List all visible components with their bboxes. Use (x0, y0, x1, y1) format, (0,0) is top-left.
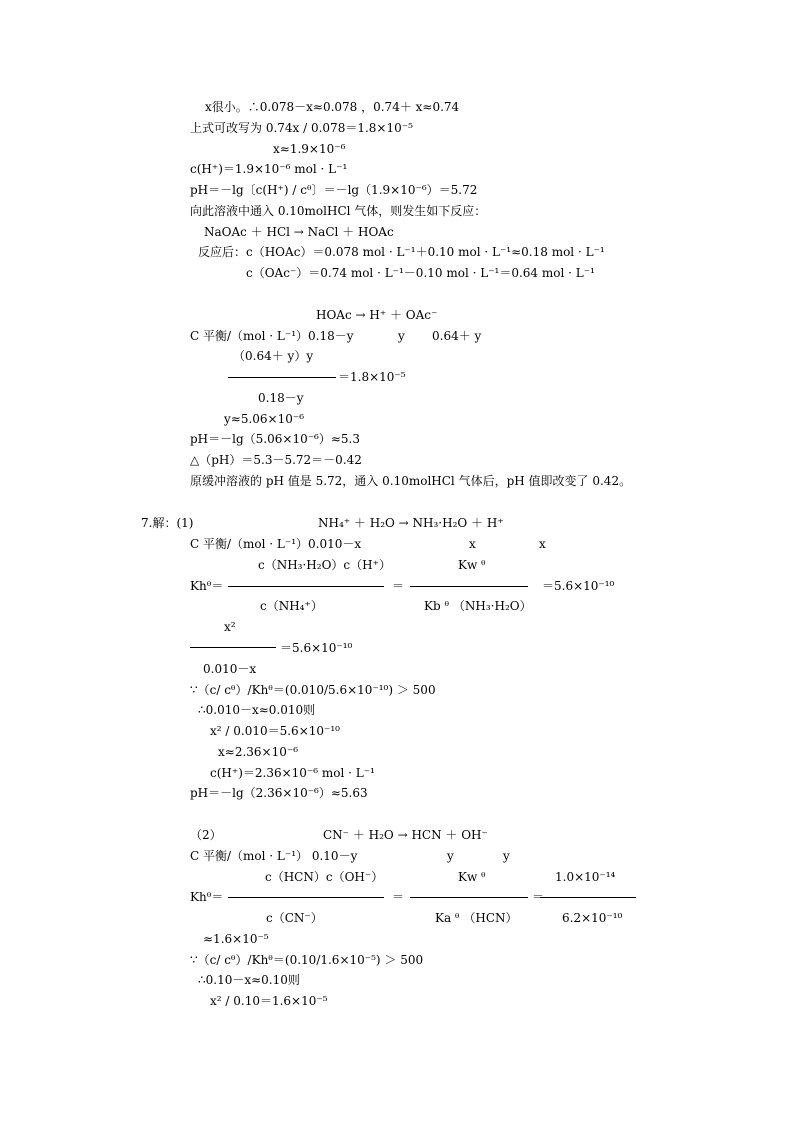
reaction-equation: HOAc → H⁺ ＋ OAc⁻ (316, 308, 438, 322)
reaction-equation: NaOAc ＋ HCl → NaCl ＋ HOAc (204, 225, 394, 239)
fraction-denominator: 6.2×10⁻¹⁰ (562, 911, 623, 925)
text-line: C 平衡/（mol · L⁻¹） 0.10－y (190, 849, 358, 863)
text-line: ＝1.8×10⁻⁵ (338, 370, 406, 384)
fraction-bar (228, 377, 336, 378)
fraction-denominator: c（CN⁻） (266, 911, 323, 925)
text-line: Khᶿ＝ (190, 890, 224, 904)
text-line: x² / 0.010＝5.6×10⁻¹⁰ (210, 724, 340, 738)
text-line: Khᶿ＝ (190, 579, 224, 593)
fraction-denominator: Ka ᶿ （HCN） (435, 911, 518, 925)
text-line: 向此溶液中通入 0.10molHCl 气体，则发生如下反应： (190, 204, 487, 218)
text-line: x (469, 537, 476, 551)
fraction-numerator: c（NH₃·H₂O）c（H⁺） (258, 558, 391, 572)
text-line: y (398, 329, 405, 343)
text-line: c（OAc⁻）＝0.74 mol · L⁻¹－0.10 mol · L⁻¹＝0.64 mol · L⁻¹ (246, 266, 595, 280)
text-line: ＝5.6×10⁻¹⁰ (542, 579, 615, 593)
text-line: 0.64＋ y (432, 329, 482, 343)
fraction-numerator: Kw ᶿ (458, 558, 486, 572)
fraction-bar (410, 586, 528, 587)
text-line: 原缓冲溶液的 pH 值是 5.72，通入 0.10molHCl 气体后，pH 值即改变了 0.42。 (190, 474, 632, 488)
fraction-denominator: 0.010－x (203, 662, 257, 676)
fraction-denominator: 0.18－y (258, 391, 304, 405)
text-line: x≈1.9×10⁻⁶ (273, 142, 346, 156)
text-line: C 平衡/（mol · L⁻¹）0.18－y (190, 329, 354, 343)
text-line: ∴0.010－x≈0.010则 (198, 703, 316, 717)
text-line: ≈1.6×10⁻⁵ (203, 932, 269, 946)
text-line: c(H⁺)＝1.9×10⁻⁶ mol · L⁻¹ (190, 162, 348, 176)
fraction-bar (190, 647, 276, 648)
text-line: ＝ (532, 890, 545, 904)
text-line: ＝ (392, 579, 405, 593)
text-line: pH＝－lg（5.06×10⁻⁶）≈5.3 (190, 432, 360, 446)
text-line: 反应后：c（HOAc）＝0.078 mol · L⁻¹＋0.10 mol · L⁻¹≈0.18 mol · L⁻¹ (198, 245, 605, 259)
text-line: y (503, 849, 510, 863)
fraction-numerator: c（HCN）c（OH⁻） (265, 870, 384, 884)
text-line: x≈2.36×10⁻⁶ (218, 745, 299, 759)
text-line: x² / 0.10＝1.6×10⁻⁵ (210, 994, 328, 1008)
text-line: ＝ (392, 890, 405, 904)
fraction-numerator: Kw ᶿ (458, 870, 486, 884)
fraction-denominator: Kb ᶿ （NH₃·H₂O） (424, 599, 532, 613)
text-line: 上式可改写为 0.74x / 0.078＝1.8×10⁻⁵ (190, 121, 413, 135)
text-line: c(H⁺)＝2.36×10⁻⁶ mol · L⁻¹ (210, 766, 375, 780)
text-line: y≈5.06×10⁻⁶ (224, 412, 305, 426)
text-line: △（pH）＝5.3－5.72＝－0.42 (190, 453, 362, 467)
fraction-numerator: （0.64＋ y）y (233, 349, 314, 363)
text-line: ∵（c/ cᶿ）/Khᶿ＝(0.010/5.6×10⁻¹⁰) ＞ 500 (190, 683, 436, 697)
reaction-equation: NH₄⁺ ＋ H₂O → NH₃·H₂O ＋ H⁺ (318, 516, 504, 530)
reaction-equation: CN⁻ ＋ H₂O → HCN ＋ OH⁻ (323, 828, 488, 842)
text-line: ＝5.6×10⁻¹⁰ (280, 641, 353, 655)
problem-number: 7.解：(1) (141, 516, 194, 530)
text-line: y (447, 849, 454, 863)
text-line: ∴0.10－x≈0.10则 (198, 973, 300, 987)
text-line: x很小。∴0.078－x≈0.078 ，0.74＋ x≈0.74 (205, 100, 460, 114)
fraction-denominator: c（NH₄⁺） (260, 599, 323, 613)
fraction-numerator: x² (224, 620, 236, 634)
fraction-bar (228, 586, 384, 587)
text-line: pH＝－lg〔c(H⁺) / cᶿ〕＝－lg（1.9×10⁻⁶）＝5.72 (190, 183, 478, 197)
text-line: C 平衡/（mol · L⁻¹）0.010－x (190, 537, 362, 551)
fraction-bar (540, 897, 636, 898)
fraction-numerator: 1.0×10⁻¹⁴ (555, 870, 616, 884)
fraction-bar (410, 897, 528, 898)
subproblem-number: （2） (190, 828, 222, 842)
text-line: ∵（c/ cᶿ）/Khᶿ＝(0.10/1.6×10⁻⁵) ＞ 500 (190, 953, 424, 967)
text-line: pH＝－lg（2.36×10⁻⁶）≈5.63 (190, 786, 368, 800)
text-line: x (539, 537, 546, 551)
fraction-bar (228, 897, 384, 898)
